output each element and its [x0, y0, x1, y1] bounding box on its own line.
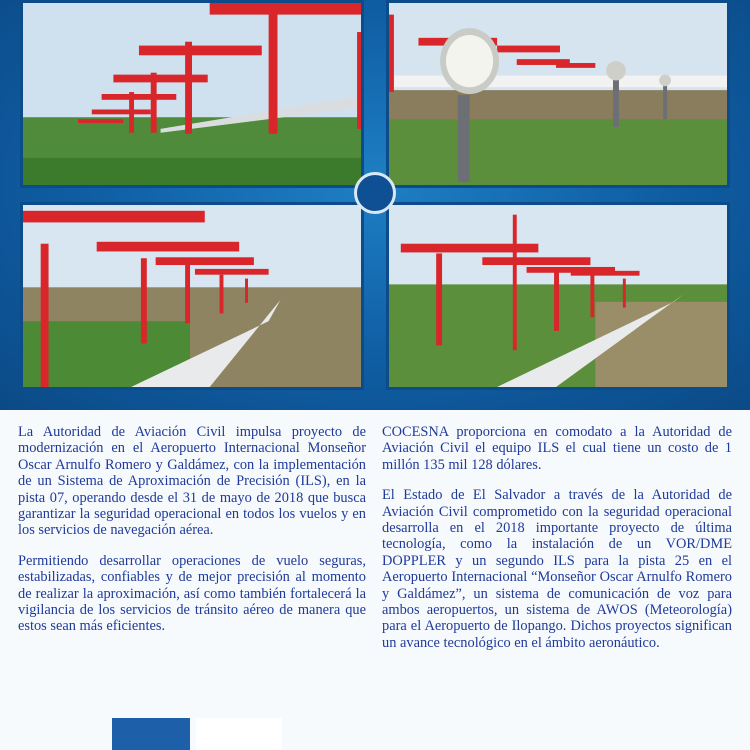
photo-approach-lights-2	[20, 202, 364, 390]
footer-logos	[112, 718, 282, 750]
logo-right	[196, 718, 282, 750]
photo-approach-lamp-closeup	[386, 0, 730, 188]
photo-approach-lights-1	[20, 0, 364, 188]
right-paragraph-2: El Estado de El Salvador a través de la Autoridad de Aviación Civil comprometido con la seguridad operacional desarrolla en el 2018 importante proyecto de última tecnología, como la instalación de un VOR/DME DOPPLER y un segundo ILS para la pista 25 en el Aeropuerto Internacional “Monseñor Oscar Arnulfo Romero y Galdámez”, un sistema de comunicación de voz para ambos aeropuertos, un sistema de AWOS (Meteorología) para el Aeropuerto de Ilopango. Dichos proyectos significan un avance tecnológico en el ámbito aeronáutico.	[382, 487, 732, 651]
center-dot	[354, 172, 396, 214]
logo-left	[112, 718, 190, 750]
left-column	[18, 424, 366, 649]
photo-approach-lights-3	[386, 202, 730, 390]
left-paragraph-2: Permitiendo desarrollar operaciones de vuelo seguras, estabilizadas, confiables y de mejor precisión al momento de realizar la aproximación, así como también fortalecerá la vigilancia de los servicios de tránsito aéreo de manera que estos sean más eficientes.	[18, 552, 366, 635]
left-paragraph-1: La Autoridad de Aviación Civil impulsa proyecto de modernización en el Aeropuerto Internacional Monseñor Oscar Arnulfo Romero y Galdámez, con la implementación de un Sistema de Aproximación de Precisión (ILS), en la pista 07, operando desde el 31 de mayo de 2018 que busca garantizar la seguridad operacional en todos los vuelos y en los servicios de navegación aérea.	[18, 424, 366, 539]
right-paragraph-1: COCESNA proporciona en comodato a la Autoridad de Aviación Civil el equipo ILS el cual tiene un costo de 1 millón 135 mil 128 dólares.	[382, 424, 732, 473]
right-column	[382, 424, 732, 665]
